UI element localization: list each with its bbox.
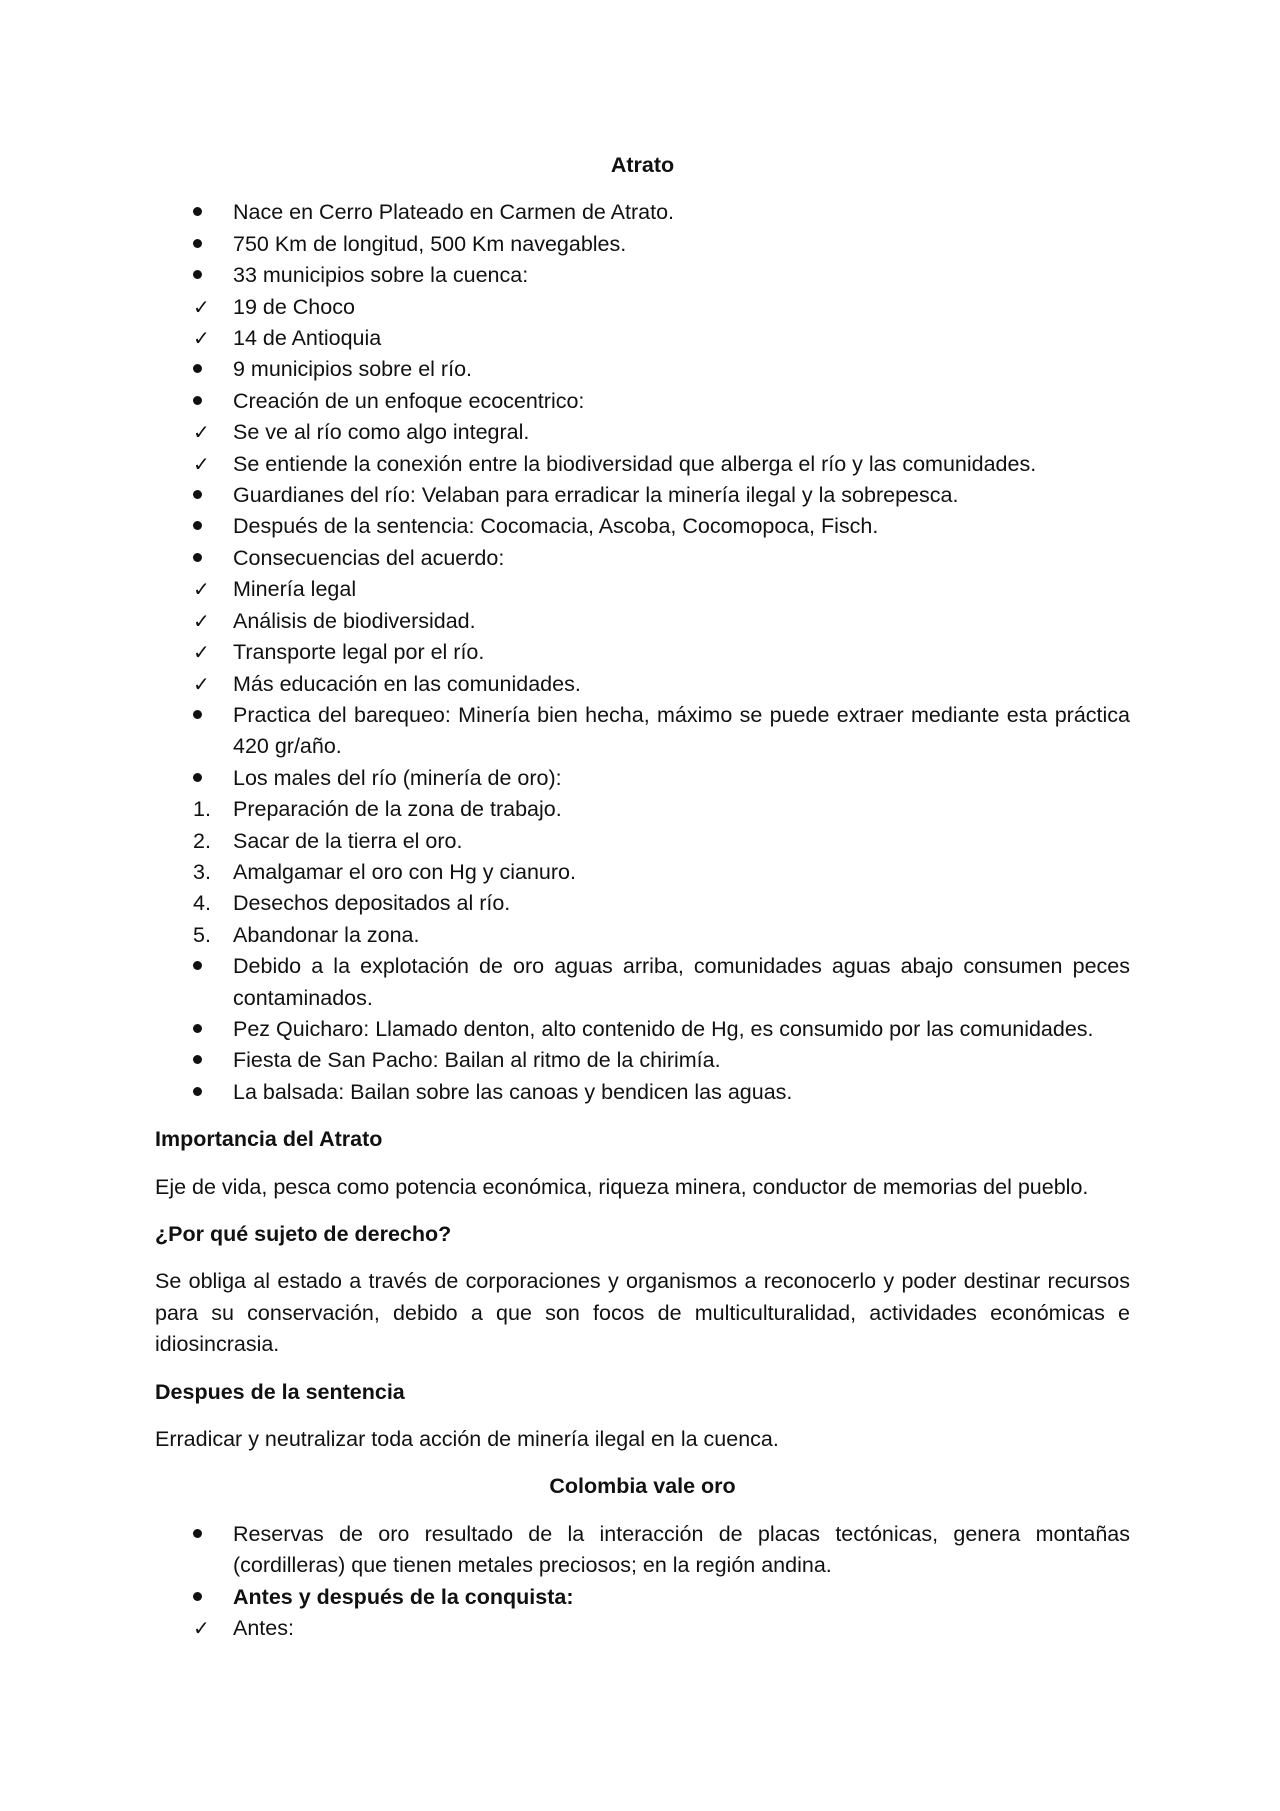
bullet-dot-icon <box>193 1529 202 1538</box>
list-item <box>155 417 1130 448</box>
bullet-dot-icon <box>193 364 202 373</box>
list-number: 3. <box>193 859 211 884</box>
bullet-icon <box>193 1582 223 1613</box>
list-item-text: 19 de Choco <box>233 294 355 319</box>
list-number: 4. <box>193 891 211 916</box>
list-item <box>155 1519 1130 1582</box>
list-item-text: Desechos depositados al río. <box>233 891 511 916</box>
bullet-icon <box>193 700 223 731</box>
bullet-icon <box>193 197 223 228</box>
porque-heading: ¿Por qué sujeto de derecho? <box>155 1222 452 1246</box>
bullet-dot-icon <box>193 207 202 216</box>
list-item-text: Abandonar la zona. <box>233 922 420 947</box>
list-item <box>155 1582 1130 1613</box>
list-item <box>155 574 1130 605</box>
colombia-title: Colombia vale oro <box>549 1474 736 1499</box>
list-item-text: Reservas de oro resultado de la interacción de placas tectónicas, genera montañas (cordilleras) que tienen metales preciosos; en la región andina. <box>233 1521 1130 1578</box>
bullet-icon <box>193 543 223 574</box>
checkmark-icon: ✓ <box>193 577 210 602</box>
list-item <box>155 323 1130 354</box>
bullet-icon <box>193 260 223 291</box>
bullet-icon <box>193 229 223 260</box>
list-item <box>155 449 1130 480</box>
list-item-text: 33 municipios sobre la cuenca: <box>233 263 529 288</box>
list-item-text: 14 de Antioquia <box>233 326 382 351</box>
list-item-text: Fiesta de San Pacho: Bailan al ritmo de la chirimía. <box>233 1048 721 1073</box>
list-item-text: Amalgamar el oro con Hg y cianuro. <box>233 859 576 884</box>
list-item-text: Antes: <box>233 1616 294 1641</box>
list-item <box>155 229 1130 260</box>
list-item <box>155 857 1130 888</box>
list-item <box>155 951 1130 1014</box>
list-item <box>155 606 1130 637</box>
bullet-icon <box>193 1077 223 1108</box>
checkmark-icon: ✓ <box>193 420 210 445</box>
bullet-dot-icon <box>193 270 202 279</box>
list-item-text: 9 municipios sobre el río. <box>233 357 472 382</box>
list-item <box>155 292 1130 323</box>
colombia-list <box>155 1519 1130 1645</box>
checkmark-icon: ✓ <box>193 294 210 319</box>
list-item-text: Minería legal <box>233 577 357 602</box>
bullet-icon <box>193 763 223 794</box>
bullet-dot-icon <box>193 710 202 719</box>
despues-heading: Despues de la sentencia <box>155 1379 405 1404</box>
bullet-dot-icon <box>193 521 202 530</box>
bullet-dot-icon <box>193 239 202 248</box>
checkmark-icon: ✓ <box>193 1616 210 1641</box>
list-item-text: Antes y después de la conquista: <box>233 1584 574 1609</box>
bullet-dot-icon <box>193 553 202 562</box>
bullet-icon <box>193 511 223 542</box>
list-item-text: Guardianes del río: Velaban para erradicar la minería ilegal y la sobrepesca. <box>233 483 959 508</box>
despues-paragraph: Erradicar y neutralizar toda acción de minería ilegal en la cuenca. <box>155 1427 779 1452</box>
list-item-text: Después de la sentencia: Cocomacia, Ascoba, Cocomopoca, Fisch. <box>233 514 879 539</box>
list-item <box>155 763 1130 794</box>
list-item-text: Nace en Cerro Plateado en Carmen de Atrato. <box>233 200 675 225</box>
list-item <box>155 386 1130 417</box>
list-item <box>155 1613 1130 1644</box>
list-item-text: Análisis de biodiversidad. <box>233 608 476 633</box>
list-item-text: Se entiende la conexión entre la biodiversidad que alberga el río y las comunidades. <box>233 451 1037 476</box>
list-item <box>155 826 1130 857</box>
list-item <box>155 197 1130 228</box>
list-number: 5. <box>193 922 211 947</box>
bullet-dot-icon <box>193 396 202 405</box>
list-item-text: 750 Km de longitud, 500 Km navegables. <box>233 231 627 256</box>
bullet-icon <box>193 480 223 511</box>
bullet-dot-icon <box>193 490 202 499</box>
list-item <box>155 794 1130 825</box>
bullet-icon <box>193 1045 223 1076</box>
porque-paragraph: Se obliga al estado a través de corporaciones y organismos a reconocerlo y poder destinar recursos para su conservación, debido a que son focos de multiculturalidad, actividades económicas e idiosincrasia. <box>155 1269 1130 1357</box>
bullet-dot-icon <box>193 1055 202 1064</box>
list-item <box>155 700 1130 763</box>
list-item <box>155 260 1130 291</box>
list-item <box>155 637 1130 668</box>
bullet-icon <box>193 1014 223 1045</box>
list-number: 1. <box>193 797 211 822</box>
bullet-dot-icon <box>193 1087 202 1096</box>
atrato-list <box>155 197 1130 1108</box>
checkmark-icon: ✓ <box>193 640 210 665</box>
list-item-text: Consecuencias del acuerdo: <box>233 545 505 570</box>
list-item <box>155 1045 1130 1076</box>
list-item <box>155 669 1130 700</box>
list-item-text: La balsada: Bailan sobre las canoas y bendicen las aguas. <box>233 1079 793 1104</box>
bullet-dot-icon <box>193 773 202 782</box>
list-item <box>155 1077 1130 1108</box>
list-item-text: Preparación de la zona de trabajo. <box>233 797 562 822</box>
list-number: 2. <box>193 828 211 853</box>
bullet-dot-icon <box>193 1024 202 1033</box>
checkmark-icon: ✓ <box>193 451 210 476</box>
document-page <box>155 150 1130 1660</box>
bullet-icon <box>193 1519 223 1550</box>
checkmark-icon: ✓ <box>193 671 210 696</box>
list-item-text: Se ve al río como algo integral. <box>233 420 530 445</box>
bullet-dot-icon <box>193 961 202 970</box>
atrato-title: Atrato <box>610 153 675 177</box>
list-item-text: Más educación en las comunidades. <box>233 671 581 696</box>
list-item <box>155 888 1130 919</box>
list-item-text: Sacar de la tierra el oro. <box>233 828 463 853</box>
list-item-text: Practica del barequeo: Minería bien hecha, máximo se puede extraer mediante esta práctica 420 gr/año. <box>233 702 1130 759</box>
list-item-text: Creación de un enfoque ecocentrico: <box>233 388 585 413</box>
list-item-text: Transporte legal por el río. <box>233 640 485 665</box>
list-item <box>155 354 1130 385</box>
list-item-text: Los males del río (minería de oro): <box>233 765 562 790</box>
list-item-text: Pez Quicharo: Llamado denton, alto contenido de Hg, es consumido por las comunidades. <box>233 1016 1094 1041</box>
list-item <box>155 480 1130 511</box>
bullet-icon <box>193 951 223 982</box>
list-item <box>155 543 1130 574</box>
list-item <box>155 511 1130 542</box>
list-item-text: Debido a la explotación de oro aguas arriba, comunidades aguas abajo consumen peces contaminados. <box>233 954 1130 1010</box>
importancia-paragraph: Eje de vida, pesca como potencia económica, riqueza minera, conductor de memorias del pueblo. <box>155 1174 1089 1199</box>
list-item <box>155 1014 1130 1045</box>
bullet-icon <box>193 386 223 417</box>
checkmark-icon: ✓ <box>193 326 210 351</box>
bullet-icon <box>193 354 223 385</box>
list-item <box>155 920 1130 951</box>
importancia-heading: Importancia del Atrato <box>155 1127 383 1152</box>
bullet-dot-icon <box>193 1592 202 1601</box>
checkmark-icon: ✓ <box>193 608 210 633</box>
